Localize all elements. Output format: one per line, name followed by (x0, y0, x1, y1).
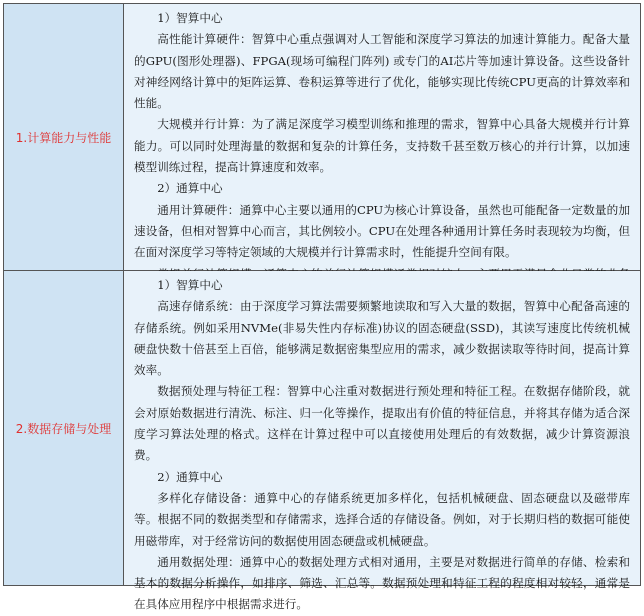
paragraph: 多样化存储设备：通算中心的存储系统更加多样化，包括机械硬盘、固态硬盘以及磁带库等。根据不同的数据类型和存储需求，选择合适的存储设备。例如，对于长期归档的数据可能使用磁带库，对于经常访问的数据使用固态硬盘或机械硬盘。 (134, 490, 630, 548)
paragraph: 高性能计算硬件：智算中心重点强调对人工智能和深度学习算法的加速计算能力。配备大量的GPU(图形处理器)、FPGA(现场可编程门阵列) 或专门的AI芯片等加速计算设备。这些设备针对神经网络计算中的矩阵运算、卷积运算等进行了优化，能够实现比传统CPU更高的计算效率和性能。 (134, 32, 630, 111)
row-content-cell (124, 271, 640, 612)
section-heading: 2）通算中心 (157, 181, 223, 196)
table-row (4, 271, 640, 612)
paragraph: 高速存储系统：由于深度学习算法需要频繁地读取和写入大量的数据，智算中心配备高速的存储系统。例如采用NVMe(非易失性内存标准)协议的固态硬盘(SSD)，其读写速度比传统机械硬盘快数十倍甚至上百倍，能够满足数据密集型应用的需求，减少数据读取等待时间，提高计算效率。 (134, 299, 630, 378)
row-content-cell (124, 4, 640, 270)
paragraph: 通用数据处理：通算中心的数据处理方式相对通用，主要是对数据进行简单的存储、检索和基本的数据分析操作，如排序、筛选、汇总等。数据预处理和特征工程的程度相对较轻，通常是在具体应用程序中根据需求进行。 (134, 554, 630, 612)
paragraph: 数据预处理与特征工程：智算中心注重对数据进行预处理和特征工程。在数据存储阶段，就会对原始数据进行清洗、标注、归一化等操作，提取出有价值的特征信息，并将其存储为适合深度学习算法处理的格式。这样在计算过程中可以直接使用处理后的有效数据，减少计算资源浪费。 (134, 384, 630, 463)
section-heading: 2）通算中心 (157, 469, 223, 484)
row-label: 2.数据存储与处理 (15, 421, 112, 436)
row-label-cell (4, 271, 124, 585)
row-label: 1.计算能力与性能 (15, 130, 112, 145)
paragraph: 通用计算硬件：通算中心主要以通用的CPU为核心计算设备，虽然也可能配备一定数量的加速设备，但相对智算中心而言，其比例较小。CPU在处理各种通用计算任务时表现较为均衡，但在面对深度学习等特定领域的大规模并行计算需求时，性能提升空间有限。 (134, 202, 630, 260)
row-label-cell (4, 4, 124, 270)
section-heading: 1）智算中心 (157, 278, 223, 292)
comparison-table (3, 3, 641, 612)
table-row (4, 4, 640, 271)
section-heading: 1）智算中心 (157, 11, 223, 25)
paragraph: 大规模并行计算：为了满足深度学习模型训练和推理的需求，智算中心具备大规模并行计算能力。可以同时处理海量的数据和复杂的计算任务，支持数千甚至数万核心的并行计算，以加速模型训练过程，提高计算速度和效率。 (134, 117, 630, 175)
